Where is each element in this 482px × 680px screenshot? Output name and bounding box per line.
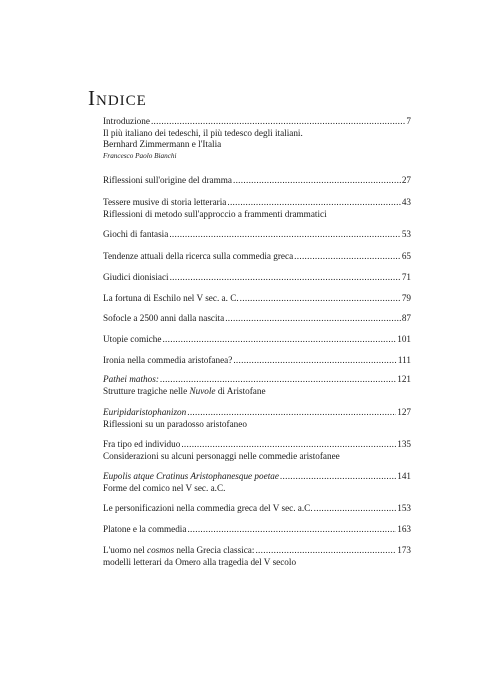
toc-entry-subtitle-part: di Aristofane bbox=[215, 385, 266, 396]
toc-entry[interactable] bbox=[103, 355, 411, 367]
dot-leader bbox=[294, 251, 401, 263]
toc-entry[interactable] bbox=[103, 545, 411, 568]
toc-entry[interactable] bbox=[103, 175, 411, 187]
toc-entry-page: 163 bbox=[397, 524, 411, 534]
toc-entry-row bbox=[103, 439, 411, 451]
toc-entry-row bbox=[103, 374, 411, 386]
toc-entry-title: Ironia nella commedia aristofanea? bbox=[103, 355, 233, 365]
dot-leader bbox=[151, 116, 405, 128]
toc-entry-title-part: nella Grecia classica: bbox=[174, 545, 255, 555]
toc-entry-title: Fra tipo ed individuo bbox=[103, 439, 181, 449]
toc-entry-title: La fortuna di Eschilo nel V sec. a. C. bbox=[103, 293, 239, 303]
dot-leader bbox=[170, 272, 401, 284]
dot-leader bbox=[233, 355, 397, 367]
toc-entry-title-text: Eupolis atque Cratinus Aristophanesque poetae bbox=[103, 471, 279, 481]
toc-entry[interactable] bbox=[103, 251, 411, 263]
dot-leader bbox=[240, 293, 401, 305]
toc-entry-title: Tendenze attuali della ricerca sulla commedia greca bbox=[103, 251, 294, 261]
toc-entry[interactable] bbox=[103, 272, 411, 284]
toc-entry-subtitle: Forme del comico nel V sec. a.C. bbox=[103, 482, 226, 493]
toc-entry-row bbox=[103, 251, 411, 263]
toc-entry-title bbox=[103, 471, 279, 483]
toc-entry-page: 43 bbox=[401, 197, 411, 207]
toc-entry-title bbox=[103, 407, 186, 419]
toc-entry-row bbox=[103, 524, 411, 536]
toc-entry-row bbox=[103, 503, 411, 515]
toc-entry-page: 141 bbox=[397, 471, 411, 481]
toc-entry-row bbox=[103, 293, 411, 305]
toc-entry-row bbox=[103, 229, 411, 241]
toc-entry-page: 153 bbox=[397, 503, 411, 513]
dot-leader bbox=[280, 471, 396, 483]
toc-entry-title: Tessere musive di storia letteraria bbox=[103, 197, 227, 207]
toc-entry-title-text: Pathei mathos: bbox=[103, 374, 159, 384]
dot-leader bbox=[169, 229, 400, 241]
toc-entry[interactable] bbox=[103, 439, 411, 462]
dot-leader bbox=[181, 439, 396, 451]
toc-entry-title bbox=[103, 545, 254, 557]
toc-entry-page: 173 bbox=[397, 545, 411, 555]
toc-entry-row bbox=[103, 116, 411, 128]
toc-entry-title: Platone e la commedia bbox=[103, 524, 187, 534]
toc-entry-page: 121 bbox=[397, 374, 411, 384]
toc-entry[interactable] bbox=[103, 374, 411, 397]
toc-entry-page: 127 bbox=[397, 407, 411, 417]
toc-entry-row bbox=[103, 334, 411, 346]
toc-entry-title bbox=[103, 374, 159, 386]
toc-entry-title: Le personificazioni nella commedia greca del V sec. a.C. bbox=[103, 503, 313, 513]
toc-entry-row bbox=[103, 272, 411, 284]
toc-entry-row bbox=[103, 545, 411, 557]
dot-leader bbox=[233, 175, 401, 187]
toc-entry[interactable] bbox=[103, 471, 411, 494]
toc-entry-page: 71 bbox=[401, 272, 411, 282]
toc-entry-page: 27 bbox=[401, 175, 411, 185]
toc-entry-row bbox=[103, 197, 411, 209]
toc-entry[interactable] bbox=[103, 334, 411, 346]
toc-entry-subtitle: Considerazioni su alcuni personaggi nelle commedie aristofanee bbox=[103, 450, 340, 461]
toc-entry[interactable] bbox=[103, 524, 411, 536]
toc-entry[interactable] bbox=[103, 229, 411, 241]
toc-entry-subtitle: Riflessioni di metodo sull'approccio a frammenti drammatici bbox=[103, 208, 327, 219]
toc-entry-subtitle: Il più italiano dei tedeschi, il più tedesco degli italiani. bbox=[103, 127, 303, 138]
dot-leader bbox=[255, 545, 396, 557]
toc-entry-title: Riflessioni sull'origine del dramma bbox=[103, 175, 232, 185]
toc-entry-page: 79 bbox=[401, 293, 411, 303]
dot-leader bbox=[160, 374, 396, 386]
toc-entry-subtitle-part: Strutture tragiche nelle bbox=[103, 385, 190, 396]
toc-entry-subtitle bbox=[103, 386, 411, 398]
toc-entry[interactable] bbox=[103, 116, 411, 161]
toc-entry-title: Introduzione bbox=[103, 116, 150, 126]
dot-leader bbox=[227, 197, 400, 209]
toc-entry-page: 101 bbox=[397, 334, 411, 344]
toc-entry-row bbox=[103, 471, 411, 483]
toc-entry-title: Giudici dionisiaci bbox=[103, 272, 169, 282]
toc-entry-row bbox=[103, 355, 411, 367]
dot-leader bbox=[314, 503, 397, 515]
toc-entry-page: 135 bbox=[397, 439, 411, 449]
toc-entry-row bbox=[103, 313, 411, 325]
toc-entry-page: 53 bbox=[401, 229, 411, 239]
toc-entry-title-part: cosmos bbox=[147, 545, 175, 555]
toc-entry-page: 87 bbox=[401, 313, 411, 323]
toc-entry[interactable] bbox=[103, 503, 411, 515]
dot-leader bbox=[162, 334, 396, 346]
toc-entry-subtitle-part: Nuvole bbox=[189, 385, 216, 396]
toc-entry[interactable] bbox=[103, 293, 411, 305]
toc-entry-title-part: L'uomo nel bbox=[103, 545, 148, 555]
toc-entry-subtitle: modelli letterari da Omero alla tragedia del V secolo bbox=[103, 556, 297, 567]
toc-entry[interactable] bbox=[103, 197, 411, 220]
toc-entry-subtitle: Riflessioni su un paradosso aristofaneo bbox=[103, 418, 247, 429]
toc-entry-title: Giochi di fantasia bbox=[103, 229, 169, 239]
dot-leader bbox=[225, 313, 401, 325]
toc-entry-row bbox=[103, 407, 411, 419]
toc-entry-title-text: Euripidaristophanizon bbox=[103, 407, 187, 417]
toc-entry-page: 65 bbox=[401, 251, 411, 261]
toc-entry-title: Sofocle a 2500 anni dalla nascita bbox=[103, 313, 225, 323]
toc-entry-page: 7 bbox=[406, 116, 411, 126]
page-title: Indice bbox=[88, 86, 147, 110]
toc-entry[interactable] bbox=[103, 313, 411, 325]
toc-entry-page: 111 bbox=[397, 355, 411, 365]
dot-leader bbox=[187, 524, 396, 536]
toc-entry[interactable] bbox=[103, 407, 411, 430]
toc-entry-title: Utopie comiche bbox=[103, 334, 162, 344]
toc-entry-row bbox=[103, 175, 411, 187]
dot-leader bbox=[187, 407, 396, 419]
toc-entry-subtitle: Bernhard Zimmermann e l'Italia bbox=[103, 139, 222, 149]
toc-entry-author: Francesco Paolo Bianchi bbox=[103, 151, 177, 160]
